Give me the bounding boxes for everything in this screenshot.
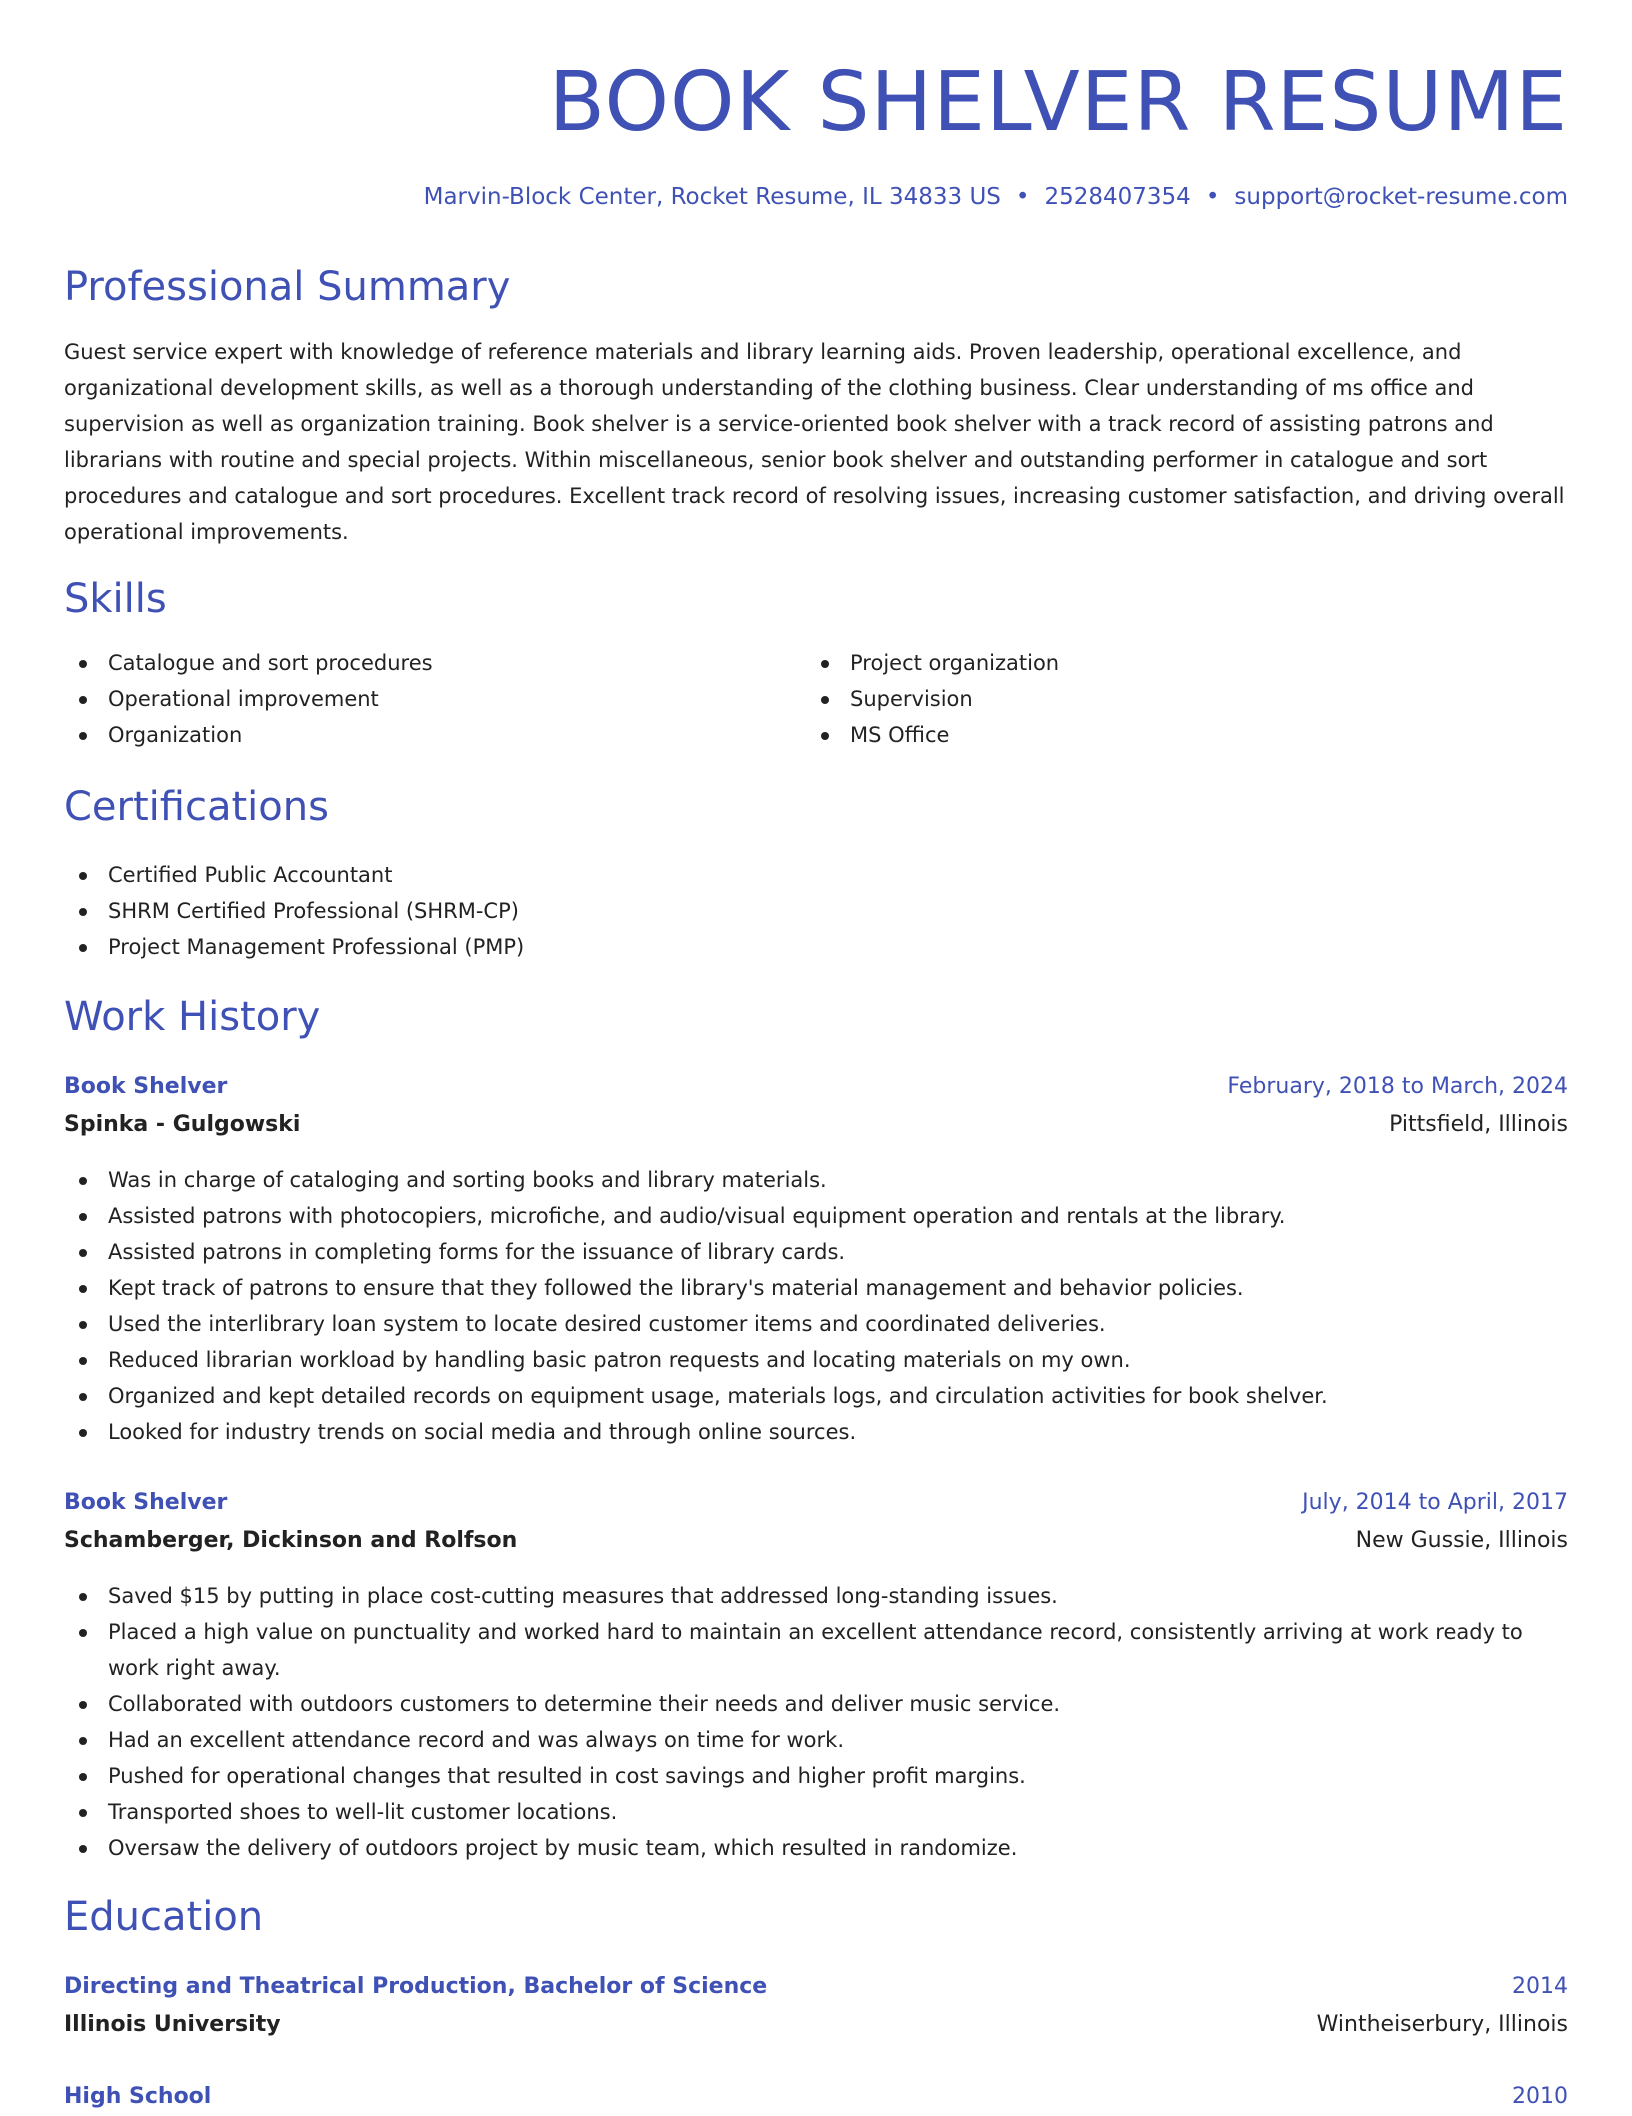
- job-bullets: [64, 1578, 1544, 1866]
- list-item: Project organization: [806, 645, 1566, 681]
- degree-title: Directing and Theatrical Production, Bachelor of Science: [64, 1974, 768, 1999]
- skills-list-right: [806, 645, 1566, 753]
- list-item: Reduced librarian workload by handling basic patron requests and locating materials on my own.: [64, 1342, 1568, 1378]
- list-item: Pushed for operational changes that resulted in cost savings and higher profit margins.: [64, 1758, 1544, 1794]
- contact-address: Marvin-Block Center, Rocket Resume, IL 34833 US: [423, 184, 1001, 210]
- list-item: SHRM Certified Professional (SHRM-CP): [64, 893, 1568, 929]
- list-item: Collaborated with outdoors customers to determine their needs and deliver music service.: [64, 1686, 1544, 1722]
- contact-email: support@rocket-resume.com: [1234, 184, 1568, 210]
- list-item: Organization: [64, 717, 804, 753]
- job-location: Pittsfield, Illinois: [1389, 1112, 1568, 1137]
- job-header: [64, 1068, 1568, 1106]
- skills-list-left: [64, 645, 804, 753]
- job-location: New Gussie, Illinois: [1355, 1528, 1568, 1553]
- education-header: [64, 1968, 1568, 2006]
- company-name: Spinka - Gulgowski: [64, 1112, 301, 1137]
- summary-heading: Professional Summary: [64, 264, 511, 310]
- job-header: [64, 1484, 1568, 1522]
- list-item: Used the interlibrary loan system to locate desired customer items and coordinated deliveries.: [64, 1306, 1568, 1342]
- education-year: 2014: [1512, 1974, 1568, 1999]
- list-item: Supervision: [806, 681, 1566, 717]
- work-history-heading: Work History: [64, 994, 321, 1040]
- education-year: 2010: [1512, 2084, 1568, 2109]
- list-item: Assisted patrons in completing forms for the issuance of library cards.: [64, 1234, 1568, 1270]
- company-name: Schamberger, Dickinson and Rolfson: [64, 1528, 518, 1553]
- skills-heading: Skills: [64, 576, 167, 622]
- education-school-row: [64, 2006, 1568, 2044]
- job-bullets: [64, 1162, 1568, 1450]
- certifications-list: [64, 857, 1568, 965]
- list-item: Catalogue and sort procedures: [64, 645, 804, 681]
- list-item: Assisted patrons with photocopiers, microfiche, and audio/visual equipment operation and rentals at the library.: [64, 1198, 1568, 1234]
- list-item: Had an excellent attendance record and was always on time for work.: [64, 1722, 1544, 1758]
- summary-text: Guest service expert with knowledge of reference materials and library learning aids. Proven leadership, operational excellence, and organizational development skills, as well as a thorough understanding of the clothing business. Clear understanding of ms office and supervision as well as organization training. Book shelver is a service-oriented book shelver with a track record of assisting patrons and librarians with routine and special projects. Within miscellaneous, senior book shelver and outstanding performer in catalogue and sort procedures and catalogue and sort procedures. Excellent track record of resolving issues, increasing customer satisfaction, and driving overall operational improvements.: [64, 340, 1565, 544]
- list-item: Operational improvement: [64, 681, 804, 717]
- school-location: Wintheiserbury, Illinois: [1316, 2012, 1568, 2037]
- school-name: Illinois University: [64, 2012, 281, 2037]
- resume-title: BOOK SHELVER RESUME: [548, 55, 1568, 150]
- education-header: [64, 2078, 1568, 2116]
- job-dates: July, 2014 to April, 2017: [1302, 1490, 1568, 1515]
- job-employer-row: [64, 1522, 1568, 1560]
- contact-line: [424, 180, 1568, 214]
- list-item: Saved $15 by putting in place cost-cutting measures that addressed long-standing issues.: [64, 1578, 1544, 1614]
- separator-dot: •: [1205, 184, 1220, 210]
- list-item: Transported shoes to well-lit customer locations.: [64, 1794, 1544, 1830]
- education-heading: Education: [64, 1894, 264, 1940]
- certifications-heading: Certifications: [64, 784, 329, 830]
- job-title: Book Shelver: [64, 1490, 228, 1515]
- list-item: Certified Public Accountant: [64, 857, 1568, 893]
- separator-dot: •: [1015, 184, 1030, 210]
- list-item: Oversaw the delivery of outdoors project by music team, which resulted in randomize.: [64, 1830, 1544, 1866]
- job-employer-row: [64, 1106, 1568, 1144]
- list-item: Was in charge of cataloging and sorting books and library materials.: [64, 1162, 1568, 1198]
- job-dates: February, 2018 to March, 2024: [1227, 1074, 1568, 1099]
- list-item: MS Office: [806, 717, 1566, 753]
- list-item: Project Management Professional (PMP): [64, 929, 1568, 965]
- list-item: Looked for industry trends on social media and through online sources.: [64, 1414, 1568, 1450]
- contact-phone: 2528407354: [1044, 184, 1191, 210]
- list-item: Placed a high value on punctuality and worked hard to maintain an excellent attendance record, consistently arriving at work ready to work right away.: [64, 1614, 1544, 1686]
- degree-title: High School: [64, 2084, 212, 2109]
- list-item: Kept track of patrons to ensure that they followed the library's material management and behavior policies.: [64, 1270, 1568, 1306]
- list-item: Organized and kept detailed records on equipment usage, materials logs, and circulation activities for book shelver.: [64, 1378, 1568, 1414]
- job-title: Book Shelver: [64, 1074, 228, 1099]
